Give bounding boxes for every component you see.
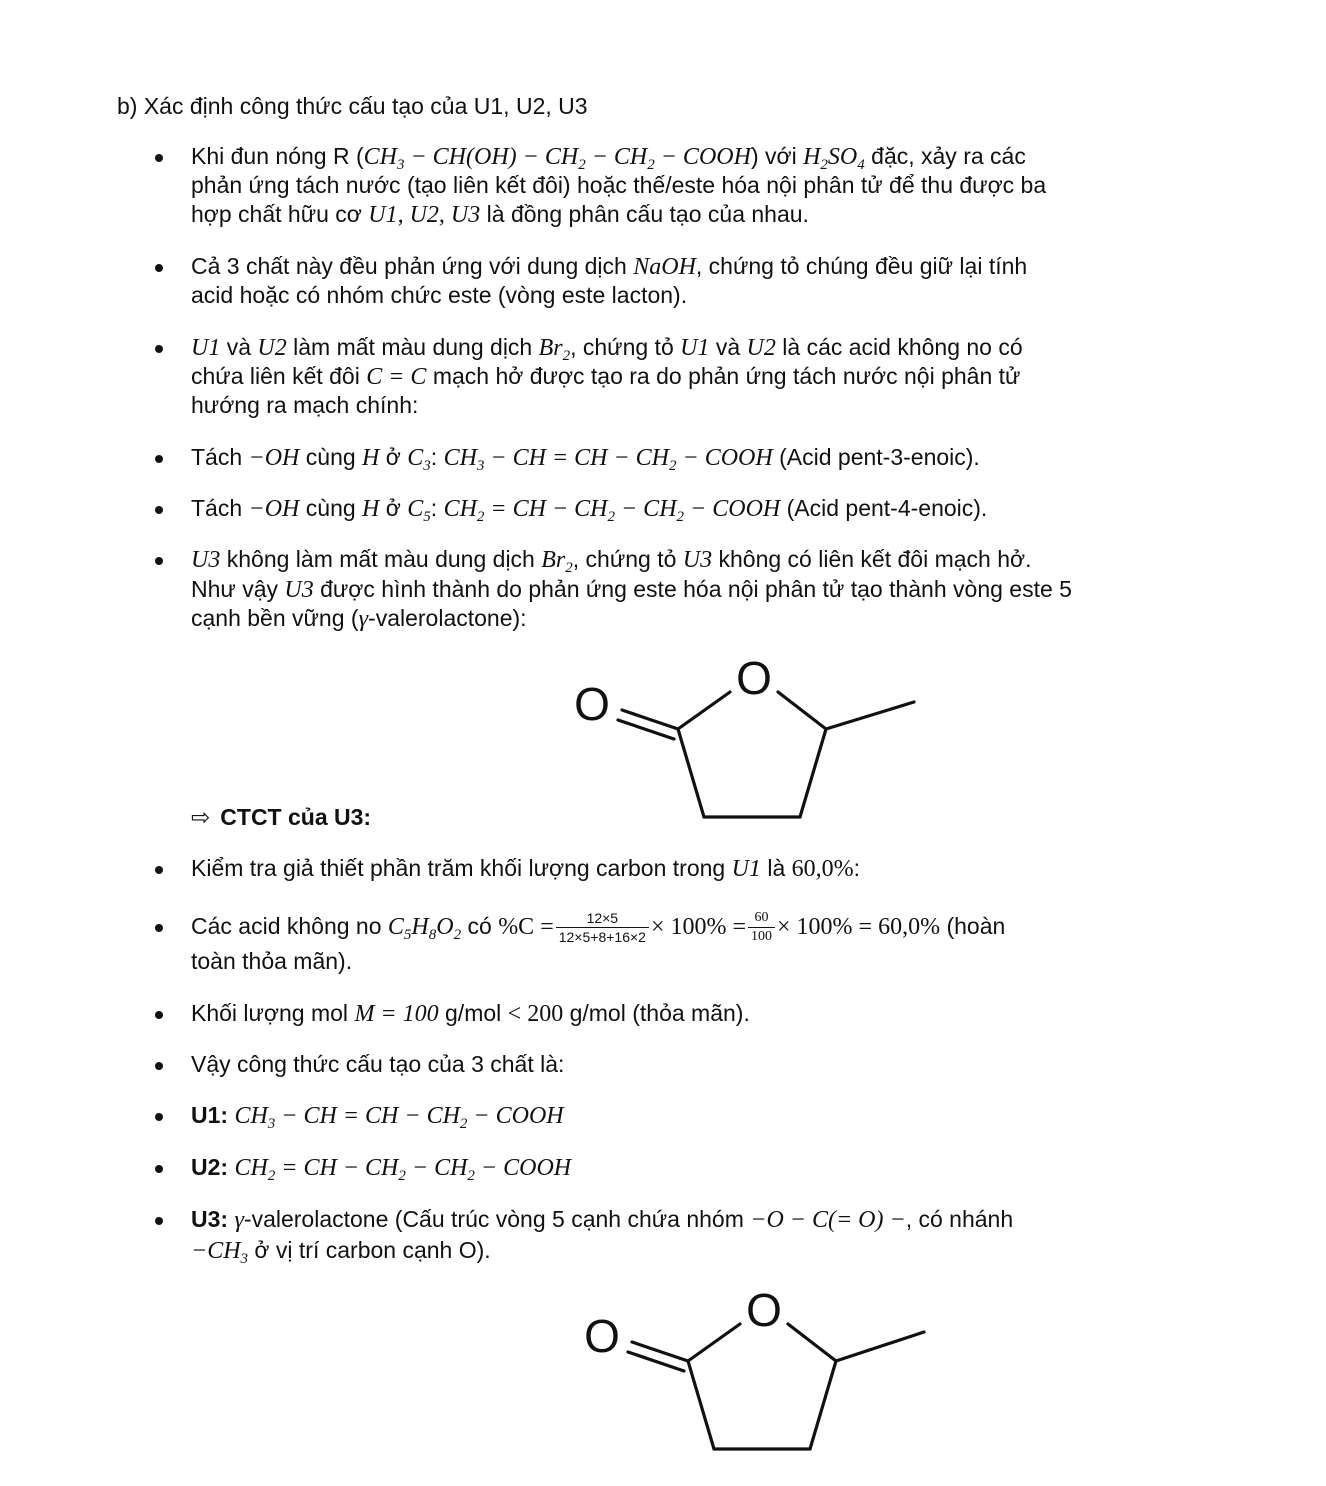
bullet-6 — [155, 557, 163, 565]
p5-colon: : — [430, 495, 444, 521]
section-heading: b) Xác định công thức cấu tạo của U1, U2, U3 — [117, 93, 588, 119]
bond-c3-c2 — [688, 1361, 714, 1449]
p9-text-a: Khối lượng mol — [191, 1000, 355, 1026]
p8-fraction-2-num: 60 — [748, 909, 775, 928]
u3-group: −O − C(= O) − — [750, 1207, 906, 1233]
bullet-11 — [155, 1113, 163, 1121]
u3-text-c: ở vị trí carbon cạnh O). — [248, 1237, 491, 1263]
p2-naoh: NaOH — [633, 254, 696, 280]
p2-text-a: Cả 3 chất này đều phản ứng với dung dịch — [191, 253, 634, 279]
p4-text-b: cùng — [299, 444, 363, 470]
p6-text-d: Như vậy — [191, 576, 285, 602]
p2-line1 — [191, 252, 1027, 282]
p3-text-e: mạch hở được tạo ra do phản ứng tách nước nội phân tử — [426, 363, 1021, 389]
p6-u3: U3 — [191, 547, 221, 573]
atom-ring-oxygen: O — [736, 652, 772, 704]
p6-u3-b: U3 — [682, 547, 713, 573]
p9-text-b: g/mol — [438, 1000, 508, 1026]
p5-text-b: cùng — [299, 495, 363, 521]
p8-fraction-1-den: 12×5+8+16×2 — [558, 929, 646, 946]
p6-text-g: -valerolactone): — [368, 605, 527, 631]
p9-text-c: g/mol (thỏa mãn). — [563, 1000, 750, 1026]
p4-line — [191, 443, 980, 473]
p7-text-a: Kiểm tra giả thiết phần trăm khối lượng carbon trong — [191, 855, 732, 881]
bond-carbonyl-b — [618, 720, 674, 739]
bond-methyl — [826, 702, 914, 729]
u2-formula: $CH_2$ = CH − $CH_2 - CH_2$ − COOH — [234, 1155, 572, 1184]
p6-text-f: cạnh bền vững ( — [191, 605, 359, 631]
p1-text-c: đặc, xảy ra các — [864, 143, 1026, 169]
p8-text-a: Các acid không no — [191, 913, 388, 939]
p5-text-c: ở — [379, 495, 408, 521]
p4-colon: : — [430, 444, 444, 470]
p10-line: Vậy công thức cấu tạo của 3 chất là: — [191, 1051, 565, 1077]
p3-text-b: , chứng tỏ — [570, 334, 681, 360]
p3-and-a: và — [220, 334, 258, 360]
p5-c5: $C_5$ — [407, 496, 431, 525]
bullet-7 — [155, 866, 163, 874]
bond-c5-c4 — [800, 729, 826, 817]
p8-text-c: (hoàn — [940, 913, 1006, 939]
p4-oh: −OH — [248, 445, 300, 471]
p1-line1 — [191, 142, 1026, 172]
p1-text-e: là đồng phân cấu tạo của nhau. — [480, 201, 809, 227]
p5-text-a: Tách — [191, 495, 249, 521]
atom-carbonyl-oxygen: O — [584, 1310, 620, 1362]
u3-label: U3: — [191, 1206, 229, 1232]
p3-and-b: và — [709, 334, 747, 360]
p6-br2: $Br_2$ — [541, 547, 573, 576]
p8-fraction-1 — [556, 909, 649, 946]
p3-line3: hướng ra mạch chính: — [191, 392, 419, 418]
p8-line2: toàn thỏa mãn). — [191, 948, 353, 974]
bullet-9 — [155, 1011, 163, 1019]
valerolactone-structure-2 — [570, 1282, 940, 1462]
p13-line2 — [191, 1236, 491, 1266]
bond-c2-o1 — [678, 692, 730, 729]
ctct-label — [191, 803, 371, 833]
p6-gamma: γ — [358, 606, 369, 632]
p6-line2 — [191, 575, 1072, 605]
p1-text-d: hợp chất hữu cơ — [191, 201, 369, 227]
p6-line3 — [191, 604, 527, 634]
p6-text-e: được hình thành do phản ứng este hóa nội phân tử tạo thành vòng este 5 — [313, 576, 1072, 602]
bullet-12 — [155, 1165, 163, 1173]
p4-name: (Acid pent-3-enoic). — [772, 444, 980, 470]
p8-times-2: × 100% = 60,0% — [777, 914, 941, 940]
bullet-5 — [155, 506, 163, 514]
bond-o1-c5 — [778, 692, 826, 729]
p8-fraction-2 — [748, 909, 775, 946]
p2-line2: acid hoặc có nhóm chức este (vòng este lacton). — [191, 282, 688, 308]
p9-line — [191, 999, 750, 1029]
p8-text-b: có — [461, 913, 499, 939]
bond-carbonyl-b — [628, 1352, 684, 1371]
bullet-3 — [155, 345, 163, 353]
bond-c5-c4 — [810, 1361, 836, 1449]
p2-text-b: , chứng tỏ chúng đều giữ lại tính — [695, 253, 1028, 279]
p3-text-d: chứa liên kết đôi — [191, 363, 367, 389]
p5-name: (Acid pent-4-enoic). — [780, 495, 988, 521]
p5-oh: −OH — [248, 496, 300, 522]
p3-u2-b: U2 — [746, 335, 776, 361]
p7-colon: : — [853, 855, 861, 881]
p1-line2: phản ứng tách nước (tạo liên kết đôi) hoặc thế/este hóa nội phân tử để thu được ba — [191, 172, 1047, 198]
p5-formula: $CH_2$ = CH − $CH_2 - CH_2$ − COOH — [443, 496, 781, 525]
bullet-1 — [155, 154, 163, 162]
p3-u1-b: U1 — [680, 335, 710, 361]
p3-br2: $Br_2$ — [538, 335, 571, 364]
bond-o1-c5 — [788, 1324, 836, 1361]
p6-text-b: , chứng tỏ — [572, 546, 683, 572]
u1-formula: $CH_3$ − CH = CH − $CH_2$ − COOH — [234, 1103, 564, 1132]
u1-label: U1: — [191, 1102, 229, 1128]
arrow-right-icon: ⇨ — [191, 805, 211, 831]
p1-line3 — [191, 200, 809, 230]
bond-methyl — [836, 1332, 924, 1361]
atom-carbonyl-oxygen: O — [574, 678, 610, 730]
bullet-8 — [155, 924, 163, 932]
p1-text-b: ) với — [750, 143, 804, 169]
p3-line2 — [191, 362, 1020, 392]
p9-limit: < 200 — [507, 1001, 564, 1027]
p1-formula-r: $CH_3 - CH(OH) - CH_2 - CH_2$ − COOH — [363, 144, 751, 173]
p8-formula: $C_5H_8O_2$ — [387, 914, 462, 943]
u2-label: U2: — [191, 1154, 229, 1180]
p7-line — [191, 854, 860, 884]
p1-formula-h2so4: $H_2SO_4$ — [803, 144, 865, 173]
p11-line — [191, 1101, 564, 1131]
bullet-4 — [155, 455, 163, 463]
u3-text-b: , có nhánh — [905, 1206, 1014, 1232]
p3-text-a: làm mất màu dung dịch — [286, 334, 539, 360]
bullet-2 — [155, 264, 163, 272]
ctct-text: CTCT của U3: — [220, 804, 372, 830]
valerolactone-structure-1 — [560, 650, 930, 830]
p6-text-a: không làm mất màu dung dịch — [220, 546, 542, 572]
bond-carbonyl-a — [622, 710, 678, 729]
u3-ch3: $-CH_3$ — [191, 1238, 249, 1267]
p12-line — [191, 1153, 571, 1183]
bullet-10 — [155, 1062, 163, 1070]
p7-u1: U1 — [731, 856, 761, 882]
p6-u3-c: U3 — [284, 577, 314, 603]
u3-gamma: γ — [234, 1207, 244, 1233]
p6-line1 — [191, 545, 1031, 575]
p7-value: 60,0% — [791, 856, 854, 882]
atom-ring-oxygen: O — [746, 1284, 782, 1336]
p3-line1 — [191, 333, 1023, 363]
p4-text-a: Tách — [191, 444, 249, 470]
p8-times-1: × 100% = — [650, 914, 747, 940]
p4-c3: $C_3$ — [407, 445, 431, 474]
p7-text-b: là — [760, 855, 792, 881]
p4-h: H — [362, 445, 380, 471]
bond-c3-c2 — [678, 729, 704, 817]
p8-percent-c: %C = — [498, 914, 554, 940]
p8-line1 — [191, 907, 1005, 946]
bullet-13 — [155, 1217, 163, 1225]
u3-text-a: -valerolactone (Cấu trúc vòng 5 cạnh chứa nhóm — [243, 1206, 751, 1232]
p6-text-c: không có liên kết đôi mạch hở. — [712, 546, 1032, 572]
p4-text-c: ở — [379, 444, 408, 470]
p5-h: H — [362, 496, 380, 522]
p5-line — [191, 494, 987, 524]
p3-u2: U2 — [257, 335, 287, 361]
p1-isomers: U1, U2, U3 — [368, 202, 481, 228]
bond-carbonyl-a — [632, 1342, 688, 1361]
p3-text-c: là các acid không no có — [775, 334, 1023, 360]
p4-formula: $CH_3$ − CH = CH − $CH_2$ − COOH — [443, 445, 773, 474]
p3-u1: U1 — [191, 335, 221, 361]
bond-c2-o1 — [688, 1324, 740, 1361]
p1-text-a: Khi đun nóng R ( — [191, 143, 364, 169]
p13-line1 — [191, 1205, 1013, 1235]
p9-mass: M = 100 — [354, 1001, 439, 1027]
p8-fraction-2-den: 100 — [751, 929, 773, 945]
p3-cc: C = C — [366, 364, 427, 390]
p8-fraction-1-num: 12×5 — [556, 909, 649, 928]
